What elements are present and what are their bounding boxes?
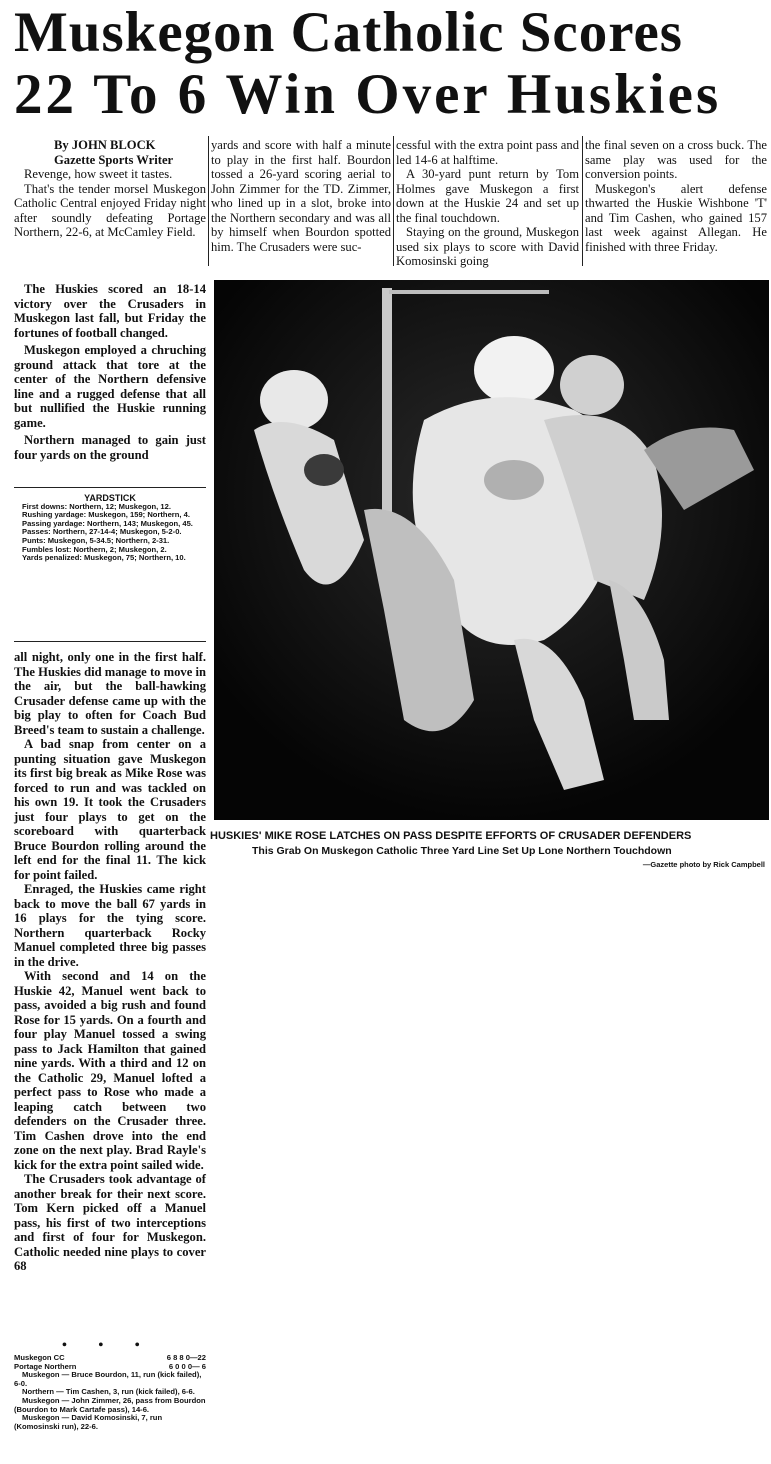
paragraph: Northern managed to gain just four yards on the ground	[14, 433, 206, 462]
scoring-play: Northern — Tim Cashen, 3, run (kick failed), 6-6.	[22, 1387, 195, 1397]
team-name: Portage Northern	[14, 1361, 77, 1371]
article-column-1-middle	[14, 282, 206, 462]
paragraph: Staying on the ground, Muskegon used six plays to score with David Komosinski going	[396, 225, 579, 268]
article-column-3	[396, 138, 579, 269]
paragraph: Muskegon's alert defense thwarted the Huskie Wishbone 'T' and Tim Cashen, who gained 157 last week against Allegan. He finished with three Friday.	[585, 181, 767, 254]
headline	[14, 2, 764, 126]
yardstick-line: Punts: Muskegon, 5-34.5; Northern, 2-31.	[22, 535, 170, 545]
football-players-image	[214, 280, 769, 820]
yardstick-line: Yards penalized: Muskegon, 75; Northern, 10.	[22, 553, 186, 563]
paragraph: the final seven on a cross buck. The same play was used for the conversion points.	[585, 138, 767, 181]
yardstick-title: YARDSTICK	[84, 493, 136, 503]
photo-caption-subhead: This Grab On Muskegon Catholic Three Yard Line Set Up Lone Northern Touchdown	[252, 845, 672, 857]
photo-credit: —Gazette photo by Rick Campbell	[642, 860, 765, 869]
paragraph: Revenge, how sweet it tastes.	[24, 167, 173, 181]
quarter-scores: 6 8 8 0—22	[166, 1353, 206, 1362]
article-column-4	[585, 138, 767, 254]
paragraph: all night, only one in the first half. The Huskies did manage to move in the air, but the ball-hawking Crusader defense came up with the big play to often for Coach Bud Breed's team to sustain a challenge.	[14, 650, 206, 737]
yardstick-box	[14, 494, 206, 563]
yardstick-line: Passes: Northern, 27-14-4; Muskegon, 5-2-0.	[22, 527, 182, 537]
scoring-summary	[14, 1354, 206, 1431]
headline-line-1: Muskegon Catholic Scores	[14, 1, 683, 64]
section-dots: • • •	[62, 1338, 154, 1353]
quarter-scores: 6 0 0 0— 6	[168, 1361, 206, 1371]
byline: By JOHN BLOCK	[54, 138, 156, 152]
team-name: Muskegon CC	[14, 1353, 65, 1362]
column-rule	[582, 136, 583, 266]
game-photo	[214, 280, 769, 820]
yardstick-line: Rushing yardage: Muskegon, 159; Northern, 4.	[22, 510, 190, 520]
yardstick-line: First downs: Northern, 12; Muskegon, 12.	[22, 501, 171, 511]
column-rule	[208, 136, 209, 266]
writer-title: Gazette Sports Writer	[54, 152, 174, 167]
paragraph: That's the tender morsel Muskegon Catholic Central enjoyed Friday night after soundly defeating Portage Northern, 22-6, at McCamley Field.	[14, 181, 206, 239]
divider	[14, 487, 206, 488]
paragraph: A bad snap from center on a punting situation gave Muskegon its first big break as Mike Rose was forced to run and was tackled on his own 19. It took the Crusaders just four plays to get on the scoreboard with quarterback Bruce Bourdon rolling around the left end for the final 11. The kick for point failed.	[14, 737, 206, 882]
column-rule	[393, 136, 394, 266]
scoring-play: Muskegon — Bruce Bourdon, 11, run (kick failed), 6-0.	[14, 1370, 202, 1388]
paragraph: With second and 14 on the Huskie 42, Manuel went back to pass, avoided a big rush and found Rose for 15 yards. On a fourth and four play Manuel tossed a swing pass to Jack Hamilton that gained nine yards. With a third and 12 on the Catholic 29, Manuel lofted a perfect pass to Rose who made a leaping catch between two defenders on the Crusader three. Tim Cashen drove into the end zone on the next play. Brad Rayle's kick for the extra point sailed wide.	[14, 969, 206, 1172]
divider	[14, 641, 206, 642]
yardstick-line: Passing yardage: Northern, 143; Muskegon, 45.	[22, 518, 193, 528]
article-column-2	[211, 138, 391, 254]
scoring-play: Muskegon — John Zimmer, 26, pass from Bourdon (Bourdon to Mark Cartafe pass), 14-6.	[14, 1395, 206, 1414]
headline-line-2: 22 To 6 Win Over Huskies	[14, 63, 722, 126]
paragraph: cessful with the extra point pass and led 14-6 at halftime.	[396, 138, 579, 167]
paragraph: yards and score with half a minute to play in the first half. Bourdon tossed a 26-yard scoring aerial to John Zimmer for the TD. Zimmer, who lined up in a slot, broke into the Northern secondary and was all by himself when Bourdon spotted him. The Crusaders were suc-	[211, 138, 391, 254]
article-column-1-top	[14, 138, 206, 240]
article-column-1-bottom	[14, 650, 206, 1274]
paragraph: The Crusaders took advantage of another break for their next score. Tom Kern picked off a Manuel pass, his first of two interceptions and first of four for Muskegon. Catholic needed nine plays to cover 68	[14, 1172, 206, 1273]
yardstick-line: Fumbles lost: Northern, 2; Muskegon, 2.	[22, 544, 167, 554]
paragraph: Enraged, the Huskies came right back to move the ball 67 yards in 16 plays for the tying score. Northern quarterback Rocky Manuel completed three big passes in the drive.	[14, 882, 206, 969]
paragraph: A 30-yard punt return by Tom Holmes gave Muskegon a first down at the Huskie 24 and set up the final touchdown.	[396, 167, 579, 225]
scoring-play: Muskegon — David Komosinski, 7, run (Komosinski run), 22-6.	[14, 1413, 163, 1431]
paragraph: Muskegon employed a chruching ground attack that tore at the center of the Northern defensive line and a rugged defense that all but nullified the Huskie running game.	[14, 343, 206, 430]
paragraph: The Huskies scored an 18-14 victory over the Crusaders in Muskegon last fall, but Friday the fortunes of football changed.	[14, 282, 206, 340]
photo-caption-headline: HUSKIES' MIKE ROSE LATCHES ON PASS DESPITE EFFORTS OF CRUSADER DEFENDERS	[210, 830, 692, 842]
